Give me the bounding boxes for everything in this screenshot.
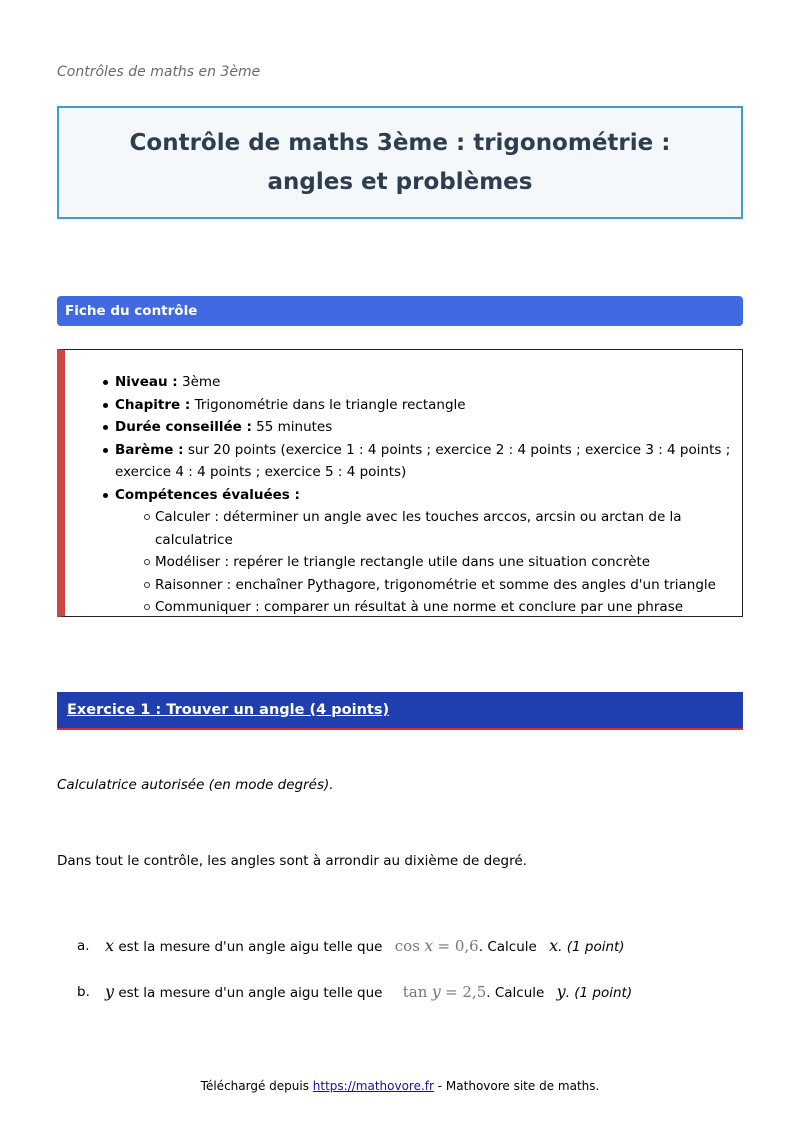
fiche-item-value: 3ème	[182, 374, 221, 390]
fiche-item-chapitre	[115, 394, 732, 417]
question-text: est la mesure d'un angle aigu telle que	[118, 985, 383, 1001]
math-variable: x	[424, 936, 434, 955]
fiche-box	[57, 349, 743, 617]
question-text: . Calcule	[478, 939, 537, 955]
fiche-item-duree	[115, 416, 732, 439]
question-text: est la mesure d'un angle aigu telle que	[118, 939, 383, 955]
fiche-item-value: 55 minutes	[256, 419, 333, 435]
question-letter: a.	[77, 938, 90, 954]
question-content	[105, 982, 632, 1003]
math-equation: = 0,6	[437, 937, 479, 955]
question-text: . Calcule	[486, 985, 545, 1001]
fiche-item-label: Barème :	[115, 441, 184, 458]
fiche-item-niveau	[115, 371, 732, 394]
fiche-item-value: sur 20 points (exercice 1 : 4 points ; exercice 2 : 4 points ; exercice 3 : 4 points ; exercice 4 : 4 points ; exercice 5 : 4 points)	[115, 441, 731, 480]
fiche-item-value: Trigonométrie dans le triangle rectangle	[194, 396, 466, 413]
math-variable: x	[105, 936, 115, 955]
question-content	[105, 936, 625, 957]
math-equation: = 2,5	[445, 983, 487, 1001]
fiche-list	[115, 371, 732, 619]
question-letter: b.	[77, 984, 90, 1000]
math-variable: y	[105, 982, 115, 1001]
competence-item: Modéliser : repérer le triangle rectangle utile dans une situation concrète	[155, 551, 732, 574]
math-function: cos	[394, 937, 420, 955]
page-title: Contrôle de maths 3ème : trigonométrie : angles et problèmes	[129, 129, 671, 195]
fiche-item-label: Compétences évaluées :	[115, 486, 300, 503]
competence-item: Raisonner : enchaîner Pythagore, trigonométrie et somme des angles d'un triangle	[155, 574, 732, 597]
calculator-note: Calculatrice autorisée (en mode degrés).	[57, 777, 334, 793]
footer-prefix: Téléchargé depuis	[200, 1079, 313, 1093]
fiche-item-label: Chapitre :	[115, 396, 191, 413]
fiche-item-competences	[115, 484, 732, 619]
math-variable: y	[556, 982, 566, 1001]
exercise1-heading[interactable]	[57, 692, 743, 730]
fiche-item-label: Durée conseillée :	[115, 419, 252, 435]
footer-suffix: - Mathovore site de maths.	[433, 1079, 600, 1093]
footer	[0, 1079, 800, 1093]
competences-list	[115, 506, 732, 619]
fiche-heading: Fiche du contrôle	[57, 296, 743, 326]
competence-item: Communiquer : comparer un résultat à une norme et conclure par une phrase	[155, 596, 732, 619]
site-label: Contrôles de maths en 3ème	[57, 64, 261, 80]
question-points: . (1 point)	[558, 939, 625, 955]
fiche-item-bareme	[115, 439, 732, 484]
math-function: tan	[402, 983, 428, 1001]
instruction-text: Dans tout le contrôle, les angles sont à arrondir au dixième de degré.	[57, 853, 527, 869]
math-variable: x	[549, 936, 559, 955]
fiche-item-label: Niveau :	[115, 374, 178, 390]
competence-item: Calculer : déterminer un angle avec les touches arccos, arcsin ou arctan de la calculatrice	[155, 506, 732, 551]
footer-link[interactable]: https://mathovore.fr	[312, 1079, 434, 1093]
math-variable: y	[431, 982, 441, 1001]
title-box	[57, 106, 743, 219]
question-points: . (1 point)	[565, 985, 633, 1001]
exercise1-heading-link[interactable]: Exercice 1 : Trouver un angle (4 points)	[67, 702, 390, 718]
